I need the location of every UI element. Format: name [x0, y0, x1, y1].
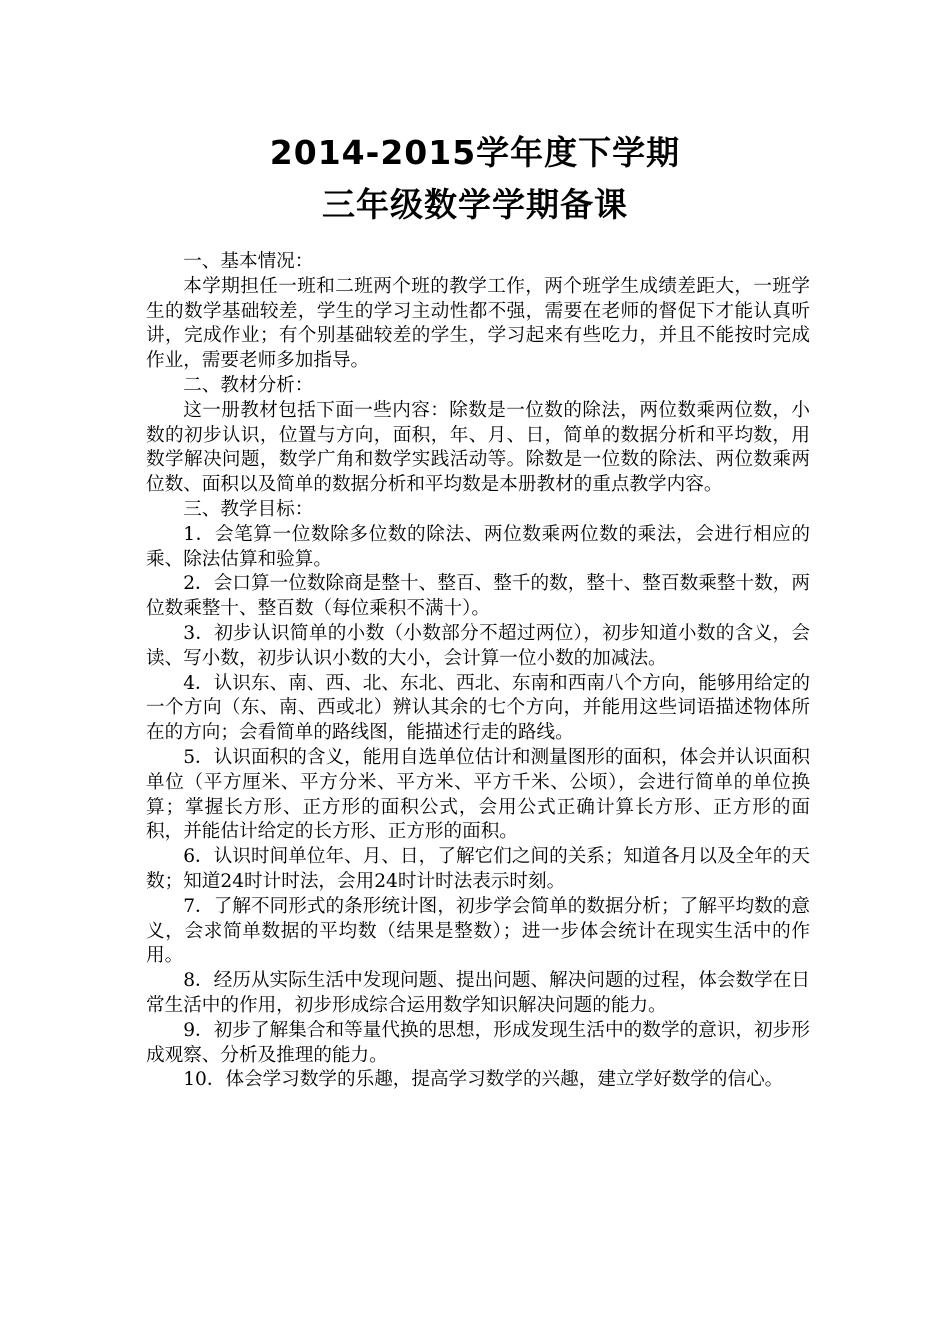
section-heading-teaching-goals: 三、教学目标：: [183, 498, 314, 520]
title-line-2: 三年级数学学期备课: [322, 185, 628, 224]
document-title: [0, 128, 950, 230]
paragraph-basic-info: 本学期担任一班和二班两个班的教学工作，两个班学生成绩差距大，一班学生的数学基础较差，学生的学习主动性都不强，需要在老师的督促下才能认真听讲，完成作业；有个别基础较差的学生，学习起来有些吃力，并且不能按时完成作业，需要老师多加指导。: [146, 275, 810, 372]
goal-item-4: 4．认识东、南、西、北、东北、西北、东南和西南八个方向，能够用给定的一个方向（东、南、西或北）辨认其余的七个方向，并能用这些词语描述物体所在的方向；会看简单的路线图，能描述行走的路线。: [146, 672, 810, 744]
goal-item-1: 1．会笔算一位数除多位数的除法、两位数乘两位数的乘法，会进行相应的乘、除法估算和验算。: [146, 523, 810, 570]
goal-item-2: 2．会口算一位数除商是整十、整百、整千的数，整十、整百数乘整十数，两位数乘整十、整百数（每位乘积不满十）。: [146, 573, 810, 620]
document-body: [146, 250, 810, 1093]
title-line-1: 2014-2015学年度下学期: [269, 133, 681, 172]
goal-item-9: 9．初步了解集合和等量代换的思想，形成发现生活中的数学的意识，初步形成观察、分析及推理的能力。: [146, 1019, 810, 1066]
goal-item-3: 3．初步认识简单的小数（小数部分不超过两位），初步知道小数的含义，会读、写小数，初步认识小数的大小，会计算一位小数的加减法。: [146, 622, 810, 669]
section-heading-textbook-analysis: 二、教材分析：: [183, 374, 314, 396]
goal-item-5: 5．认识面积的含义，能用自选单位估计和测量图形的面积，体会并认识面积单位（平方厘米、平方分米、平方米、平方千米、公顷），会进行简单的单位换算；掌握长方形、正方形的面积公式，会用公式正确计算长方形、正方形的面积，并能估计给定的长方形、正方形的面积。: [146, 746, 810, 843]
section-heading-basic-info: 一、基本情况：: [183, 251, 314, 272]
paragraph-textbook-analysis: 这一册教材包括下面一些内容：除数是一位数的除法，两位数乘两位数，小数的初步认识，位置与方向，面积，年、月、日，简单的数据分析和平均数，用数学解决问题，数学广角和数学实践活动等。除数是一位数的除法、两位数乘两位数、面积以及简单的数据分析和平均数是本册教材的重点教学内容。: [146, 399, 810, 496]
goal-item-8: 8．经历从实际生活中发现问题、提出问题、解决问题的过程，体会数学在日常生活中的作用，初步形成综合运用数学知识解决问题的能力。: [146, 970, 810, 1016]
goal-item-7: 7．了解不同形式的条形统计图，初步学会简单的数据分析；了解平均数的意义，会求简单数据的平均数（结果是整数）；进一步体会统计在现实生活中的作用。: [146, 895, 810, 967]
goal-item-6: 6．认识时间单位年、月、日，了解它们之间的关系；知道各月以及全年的天数；知道24时计时法，会用24时计时法表示时刻。: [146, 846, 810, 892]
goal-item-10: 10．体会学习数学的乐趣，提高学习数学的兴趣，建立学好数学的信心。: [183, 1069, 784, 1091]
